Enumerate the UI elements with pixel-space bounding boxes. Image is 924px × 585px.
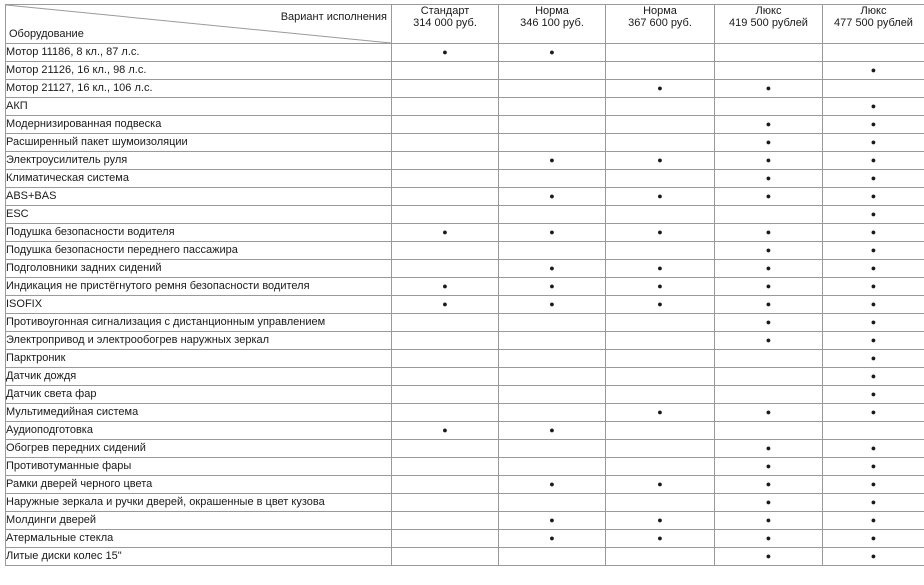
table-row: [6, 440, 924, 458]
empty-cell: [499, 494, 606, 512]
included-dot-icon: ●: [823, 116, 924, 134]
included-dot-icon: ●: [823, 458, 924, 476]
empty-cell: [392, 494, 499, 512]
table-row: [6, 116, 924, 134]
table-row: [6, 224, 924, 242]
included-dot-icon: ●: [823, 314, 924, 332]
table-row: [6, 458, 924, 476]
empty-cell: [606, 62, 715, 80]
empty-cell: [392, 440, 499, 458]
included-dot-icon: ●: [715, 188, 823, 206]
included-dot-icon: ●: [392, 44, 499, 62]
feature-name: Электропривод и электрообогрев наружных зеркал: [6, 332, 392, 350]
variant-price: 477 500 рублей: [834, 17, 913, 29]
empty-cell: [499, 368, 606, 386]
empty-cell: [392, 512, 499, 530]
feature-name: Наружные зеркала и ручки дверей, окрашенные в цвет кузова: [6, 494, 392, 512]
included-dot-icon: ●: [823, 350, 924, 368]
included-dot-icon: ●: [823, 404, 924, 422]
feature-name: Парктроник: [6, 350, 392, 368]
empty-cell: [392, 80, 499, 98]
empty-cell: [499, 98, 606, 116]
empty-cell: [392, 404, 499, 422]
variant-price: 314 000 руб.: [413, 17, 477, 29]
feature-name: Расширенный пакет шумоизоляции: [6, 134, 392, 152]
included-dot-icon: ●: [823, 332, 924, 350]
feature-name: Рамки дверей черного цвета: [6, 476, 392, 494]
empty-cell: [392, 188, 499, 206]
corner-header-cell: [6, 5, 392, 44]
included-dot-icon: ●: [715, 134, 823, 152]
empty-cell: [499, 170, 606, 188]
table-row: [6, 386, 924, 404]
feature-name: Датчик света фар: [6, 386, 392, 404]
table-row: [6, 260, 924, 278]
feature-name: Климатическая система: [6, 170, 392, 188]
empty-cell: [715, 386, 823, 404]
variant-header-lux-419500: [715, 5, 823, 44]
feature-name: ESC: [6, 206, 392, 224]
included-dot-icon: ●: [823, 62, 924, 80]
table-row: [6, 134, 924, 152]
empty-cell: [823, 80, 924, 98]
table-row: [6, 152, 924, 170]
empty-cell: [499, 332, 606, 350]
variant-label: Вариант исполнения: [280, 11, 387, 23]
feature-name: Атермальные стекла: [6, 530, 392, 548]
empty-cell: [606, 242, 715, 260]
included-dot-icon: ●: [823, 260, 924, 278]
empty-cell: [499, 440, 606, 458]
included-dot-icon: ●: [499, 296, 606, 314]
table-row: [6, 368, 924, 386]
empty-cell: [715, 98, 823, 116]
included-dot-icon: ●: [715, 80, 823, 98]
table-row: [6, 314, 924, 332]
feature-name: Подушка безопасности водителя: [6, 224, 392, 242]
included-dot-icon: ●: [606, 152, 715, 170]
table-row: [6, 170, 924, 188]
included-dot-icon: ●: [823, 494, 924, 512]
included-dot-icon: ●: [715, 548, 823, 566]
feature-name: Мотор 11186, 8 кл., 87 л.с.: [6, 44, 392, 62]
table-row: [6, 422, 924, 440]
empty-cell: [715, 350, 823, 368]
feature-name: Противотуманные фары: [6, 458, 392, 476]
variant-name: Норма: [643, 5, 677, 17]
empty-cell: [606, 44, 715, 62]
empty-cell: [392, 170, 499, 188]
table-row: [6, 242, 924, 260]
empty-cell: [499, 458, 606, 476]
included-dot-icon: ●: [823, 530, 924, 548]
included-dot-icon: ●: [823, 242, 924, 260]
empty-cell: [392, 314, 499, 332]
empty-cell: [606, 98, 715, 116]
included-dot-icon: ●: [715, 458, 823, 476]
empty-cell: [392, 152, 499, 170]
feature-name: Электроусилитель руля: [6, 152, 392, 170]
empty-cell: [392, 332, 499, 350]
empty-cell: [823, 422, 924, 440]
variant-name: Люкс: [860, 5, 887, 17]
header-row: [6, 5, 924, 44]
included-dot-icon: ●: [715, 116, 823, 134]
variant-header-norma-367600: [606, 5, 715, 44]
empty-cell: [392, 134, 499, 152]
feature-name: Обогрев передних сидений: [6, 440, 392, 458]
included-dot-icon: ●: [499, 530, 606, 548]
empty-cell: [392, 260, 499, 278]
feature-name: Аудиоподготовка: [6, 422, 392, 440]
table-row: [6, 44, 924, 62]
included-dot-icon: ●: [715, 494, 823, 512]
empty-cell: [392, 116, 499, 134]
variant-header-lux-477500: [823, 5, 924, 44]
included-dot-icon: ●: [715, 440, 823, 458]
included-dot-icon: ●: [715, 260, 823, 278]
table-row: [6, 548, 924, 566]
included-dot-icon: ●: [823, 188, 924, 206]
variant-name: Люкс: [755, 5, 782, 17]
included-dot-icon: ●: [823, 368, 924, 386]
included-dot-icon: ●: [499, 44, 606, 62]
included-dot-icon: ●: [499, 188, 606, 206]
feature-name: Мультимедийная система: [6, 404, 392, 422]
table-row: [6, 530, 924, 548]
included-dot-icon: ●: [606, 224, 715, 242]
feature-name: АКП: [6, 98, 392, 116]
included-dot-icon: ●: [499, 260, 606, 278]
feature-name: Мотор 21126, 16 кл., 98 л.с.: [6, 62, 392, 80]
empty-cell: [606, 440, 715, 458]
empty-cell: [392, 476, 499, 494]
table-row: [6, 476, 924, 494]
included-dot-icon: ●: [823, 440, 924, 458]
table-row: [6, 80, 924, 98]
empty-cell: [392, 530, 499, 548]
table-row: [6, 494, 924, 512]
empty-cell: [606, 134, 715, 152]
empty-cell: [606, 350, 715, 368]
included-dot-icon: ●: [823, 224, 924, 242]
empty-cell: [606, 458, 715, 476]
equipment-table: [5, 4, 924, 566]
included-dot-icon: ●: [606, 296, 715, 314]
variant-name: Стандарт: [420, 5, 470, 17]
empty-cell: [606, 386, 715, 404]
table-row: [6, 404, 924, 422]
included-dot-icon: ●: [499, 152, 606, 170]
included-dot-icon: ●: [823, 296, 924, 314]
included-dot-icon: ●: [715, 332, 823, 350]
empty-cell: [499, 350, 606, 368]
empty-cell: [715, 422, 823, 440]
empty-cell: [499, 386, 606, 404]
included-dot-icon: ●: [823, 278, 924, 296]
empty-cell: [499, 548, 606, 566]
included-dot-icon: ●: [823, 170, 924, 188]
empty-cell: [392, 458, 499, 476]
empty-cell: [392, 350, 499, 368]
empty-cell: [499, 314, 606, 332]
empty-cell: [499, 80, 606, 98]
table-row: [6, 332, 924, 350]
included-dot-icon: ●: [715, 278, 823, 296]
empty-cell: [606, 422, 715, 440]
included-dot-icon: ●: [606, 512, 715, 530]
variant-price: 367 600 руб.: [628, 17, 692, 29]
empty-cell: [392, 206, 499, 224]
feature-name: Датчик дождя: [6, 368, 392, 386]
included-dot-icon: ●: [606, 476, 715, 494]
feature-name: Индикация не пристёгнутого ремня безопасности водителя: [6, 278, 392, 296]
equipment-label: Оборудование: [9, 28, 84, 40]
included-dot-icon: ●: [715, 170, 823, 188]
table-row: [6, 512, 924, 530]
included-dot-icon: ●: [715, 512, 823, 530]
empty-cell: [606, 494, 715, 512]
table-row: [6, 206, 924, 224]
included-dot-icon: ●: [823, 206, 924, 224]
empty-cell: [715, 62, 823, 80]
empty-cell: [499, 116, 606, 134]
variant-price: 419 500 рублей: [729, 17, 808, 29]
included-dot-icon: ●: [392, 296, 499, 314]
table-row: [6, 62, 924, 80]
included-dot-icon: ●: [823, 512, 924, 530]
variant-header-standart-314000: [392, 5, 499, 44]
included-dot-icon: ●: [606, 188, 715, 206]
variant-price: 346 100 руб.: [520, 17, 584, 29]
empty-cell: [499, 134, 606, 152]
variant-header-norma-346100: [499, 5, 606, 44]
empty-cell: [499, 242, 606, 260]
empty-cell: [499, 62, 606, 80]
empty-cell: [715, 44, 823, 62]
table-row: [6, 188, 924, 206]
feature-name: Молдинги дверей: [6, 512, 392, 530]
included-dot-icon: ●: [715, 314, 823, 332]
included-dot-icon: ●: [499, 278, 606, 296]
variant-name: Норма: [535, 5, 569, 17]
feature-name: Подголовники задних сидений: [6, 260, 392, 278]
empty-cell: [715, 206, 823, 224]
empty-cell: [606, 314, 715, 332]
feature-name: Модернизированная подвеска: [6, 116, 392, 134]
feature-name: Подушка безопасности переднего пассажира: [6, 242, 392, 260]
table-row: [6, 296, 924, 314]
empty-cell: [499, 404, 606, 422]
empty-cell: [823, 44, 924, 62]
included-dot-icon: ●: [606, 404, 715, 422]
empty-cell: [392, 98, 499, 116]
empty-cell: [715, 368, 823, 386]
empty-cell: [606, 206, 715, 224]
included-dot-icon: ●: [823, 386, 924, 404]
feature-name: Литые диски колес 15": [6, 548, 392, 566]
empty-cell: [392, 386, 499, 404]
included-dot-icon: ●: [715, 152, 823, 170]
included-dot-icon: ●: [823, 548, 924, 566]
included-dot-icon: ●: [823, 476, 924, 494]
included-dot-icon: ●: [392, 224, 499, 242]
included-dot-icon: ●: [606, 278, 715, 296]
included-dot-icon: ●: [499, 476, 606, 494]
included-dot-icon: ●: [392, 422, 499, 440]
empty-cell: [606, 332, 715, 350]
table-row: [6, 350, 924, 368]
included-dot-icon: ●: [823, 98, 924, 116]
included-dot-icon: ●: [715, 242, 823, 260]
included-dot-icon: ●: [499, 422, 606, 440]
included-dot-icon: ●: [823, 134, 924, 152]
included-dot-icon: ●: [499, 512, 606, 530]
empty-cell: [606, 368, 715, 386]
equipment-rows: [6, 44, 924, 566]
feature-name: Противоугонная сигнализация с дистанционным управлением: [6, 314, 392, 332]
included-dot-icon: ●: [499, 224, 606, 242]
empty-cell: [392, 548, 499, 566]
included-dot-icon: ●: [606, 80, 715, 98]
feature-name: ABS+BAS: [6, 188, 392, 206]
table-row: [6, 278, 924, 296]
feature-name: ISOFIX: [6, 296, 392, 314]
empty-cell: [392, 242, 499, 260]
included-dot-icon: ●: [606, 530, 715, 548]
empty-cell: [392, 62, 499, 80]
included-dot-icon: ●: [715, 476, 823, 494]
feature-name: Мотор 21127, 16 кл., 106 л.с.: [6, 80, 392, 98]
included-dot-icon: ●: [715, 296, 823, 314]
empty-cell: [499, 206, 606, 224]
empty-cell: [392, 368, 499, 386]
included-dot-icon: ●: [715, 404, 823, 422]
empty-cell: [606, 116, 715, 134]
included-dot-icon: ●: [392, 278, 499, 296]
table-row: [6, 98, 924, 116]
included-dot-icon: ●: [606, 260, 715, 278]
included-dot-icon: ●: [715, 224, 823, 242]
empty-cell: [606, 548, 715, 566]
included-dot-icon: ●: [823, 152, 924, 170]
included-dot-icon: ●: [715, 530, 823, 548]
empty-cell: [606, 170, 715, 188]
